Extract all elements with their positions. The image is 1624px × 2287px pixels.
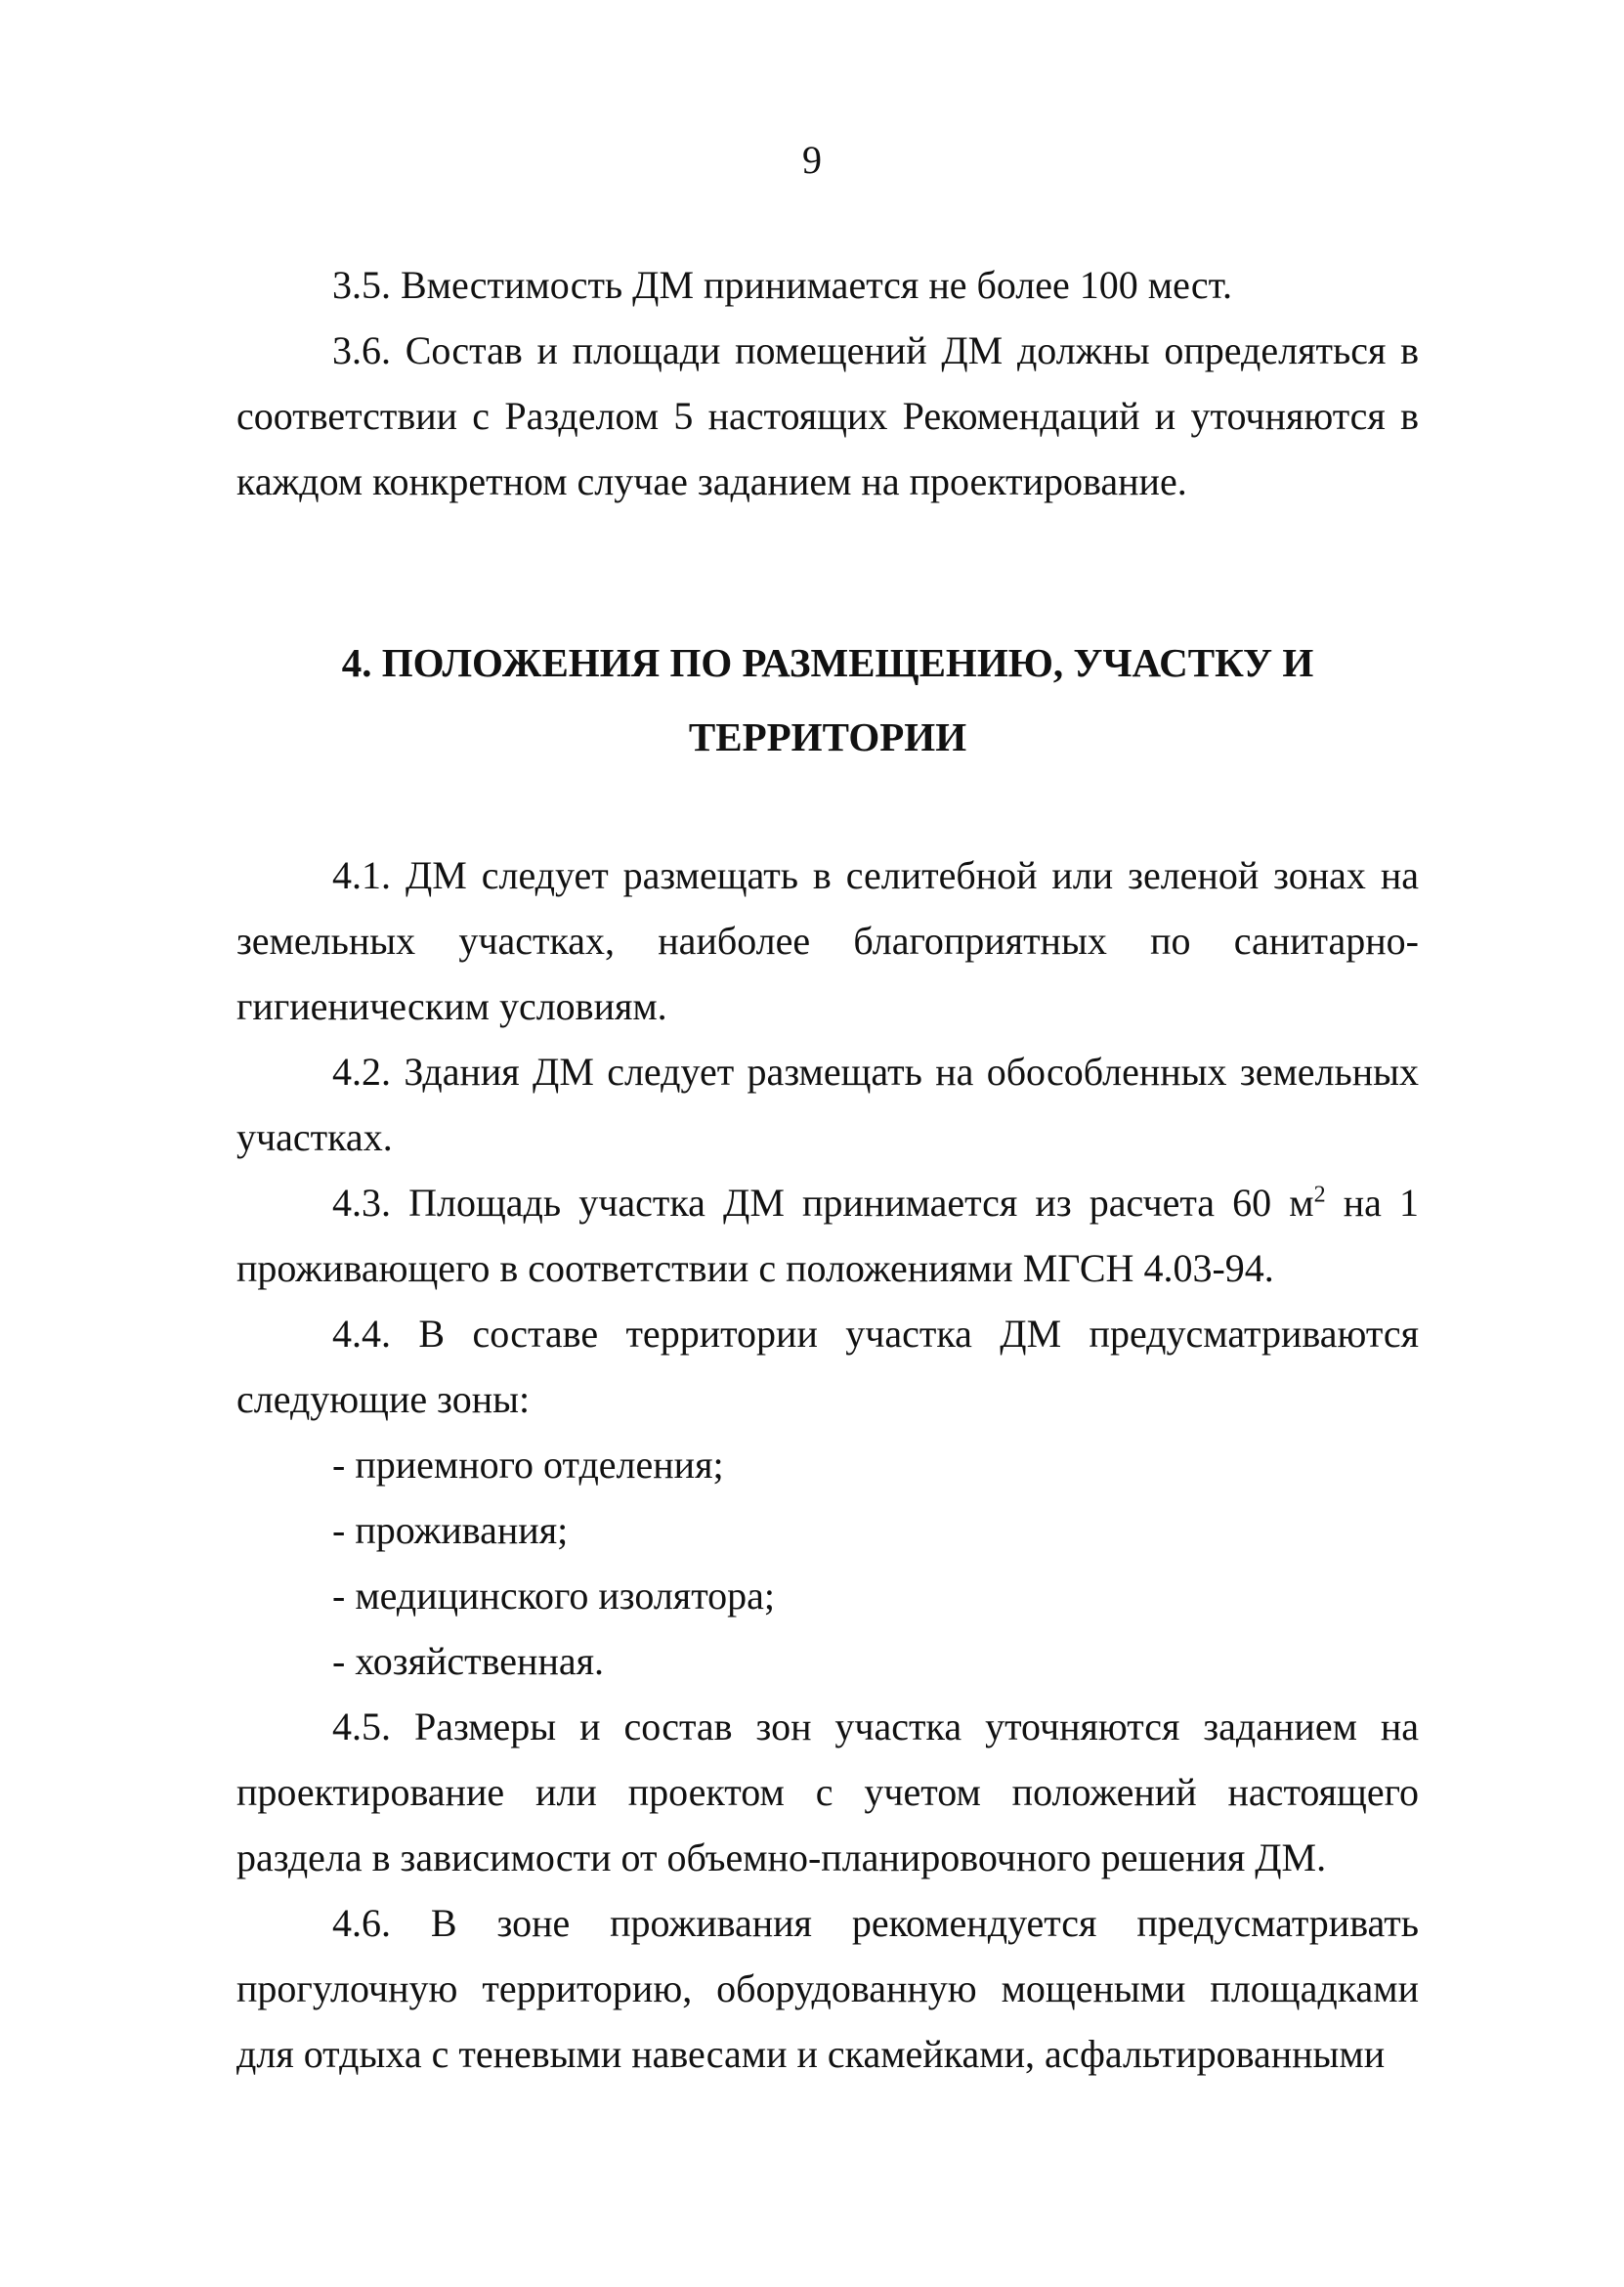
section-4-heading — [236, 626, 1419, 774]
list-item: - хозяйственная. — [332, 1639, 605, 1683]
superscript-square: 2 — [1313, 1182, 1326, 1208]
heading-line-2: ТЕРРИТОРИИ — [688, 714, 967, 759]
paragraph-3-6: 3.6. Состав и площади помещений ДМ должны определяться в соответствии с Разделом 5 настоящих Рекомендаций и уточняются в каждом конкретном случае заданием на проектирование. — [236, 328, 1419, 503]
paragraph-4-5: 4.5. Размеры и состав зон участка уточняются заданием на проектирование или проектом с учетом положений настоящего раздела в зависимости от объемно-планировочного решения ДМ. — [236, 1704, 1419, 1879]
paragraph-3-5: 3.5. Вместимость ДМ принимается не более 100 мест. — [332, 263, 1233, 307]
list-item: - проживания; — [332, 1508, 569, 1552]
paragraph-4-2: 4.2. Здания ДМ следует размещать на обособленных земельных участках. — [236, 1050, 1419, 1159]
list-item: - медицинского изолятора; — [332, 1574, 776, 1618]
list-item: - приемного отделения; — [332, 1443, 724, 1487]
paragraph-4-3-text-end: на 1 проживающего в соответствии с положениями МГСН 4.03-94. — [236, 1181, 1419, 1290]
paragraph-4-4: 4.4. В составе территории участка ДМ предусматриваются следующие зоны: — [236, 1312, 1419, 1421]
page-number: 9 — [802, 138, 822, 182]
paragraph-4-3-text: 4.3. Площадь участка ДМ принимается из расчета 60 м — [332, 1181, 1314, 1225]
section-4-text — [236, 842, 1419, 2087]
paragraph-4-6: 4.6. В зоне проживания рекомендуется предусматривать прогулочную территорию, оборудованную мощеными площадками для отдыха с теневыми навесами и скамейками, асфальтированными — [236, 1901, 1419, 2076]
section-3-text — [236, 252, 1419, 514]
heading-line-1: 4. ПОЛОЖЕНИЯ ПО РАЗМЕЩЕНИЮ, УЧАСТКУ И — [341, 640, 1314, 685]
paragraph-4-3 — [236, 1170, 1419, 1301]
paragraph-4-1: 4.1. ДМ следует размещать в селитебной или зеленой зонах на земельных участках, наиболее благоприятных по санитарно-гигиеническим условиям. — [236, 853, 1419, 1028]
